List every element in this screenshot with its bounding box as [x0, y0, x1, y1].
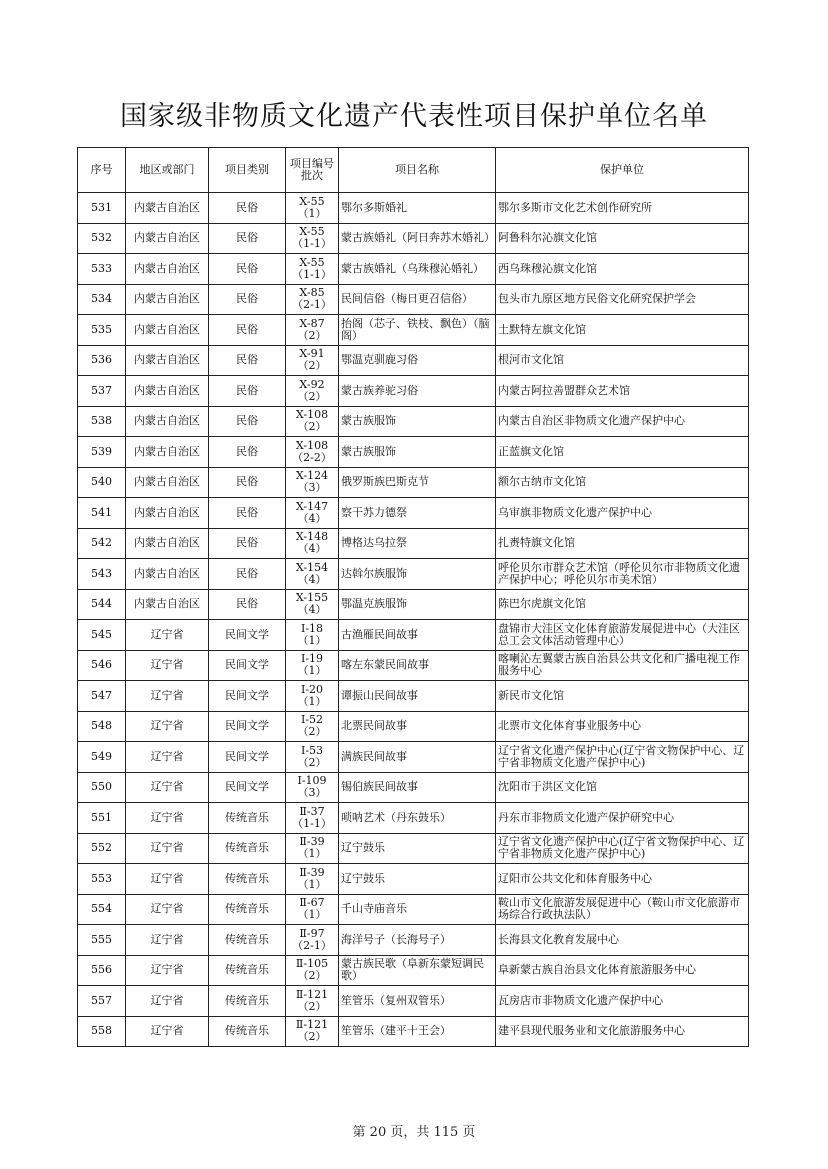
cell-protection-unit: 呼伦贝尔市群众艺术馆（呼伦贝尔市非物质文化遗产保护中心；呼伦贝尔市美术馆） — [496, 559, 749, 590]
cell-protection-unit: 新民市文化馆 — [496, 681, 749, 712]
cell-region: 内蒙古自治区 — [126, 559, 209, 590]
table-row — [78, 193, 749, 224]
cell-project-name: 蒙古族婚礼（阿日奔苏木婚礼） — [339, 223, 496, 254]
cell-category: 传统音乐 — [209, 1016, 286, 1047]
cell-protection-unit: 喀喇沁左翼蒙古族自治县公共文化和广播电视工作服务中心 — [496, 650, 749, 681]
table-row — [78, 223, 749, 254]
cell-protection-unit: 额尔古纳市文化馆 — [496, 467, 749, 498]
cell-protection-unit: 建平县现代服务业和文化旅游服务中心 — [496, 1016, 749, 1047]
cell-category: 民俗 — [209, 498, 286, 529]
header-code: 项目编号批次 — [286, 148, 339, 193]
header-category: 项目类别 — [209, 148, 286, 193]
cell-project-name: 辽宁鼓乐 — [339, 864, 496, 895]
cell-no: 532 — [78, 223, 126, 254]
cell-code: Ⅱ-39 （1） — [286, 833, 339, 864]
page-title: 国家级非物质文化遗产代表性项目保护单位名单 — [120, 101, 708, 132]
cell-code: Ⅱ-97 （2-1） — [286, 925, 339, 956]
table-row — [78, 650, 749, 681]
table-row — [78, 467, 749, 498]
cell-code: Ⅱ-121 （2） — [286, 986, 339, 1017]
cell-no: 534 — [78, 284, 126, 315]
cell-project-name: 海洋号子（长海号子） — [339, 925, 496, 956]
cell-region: 内蒙古自治区 — [126, 315, 209, 346]
cell-code: X-87 （2） — [286, 315, 339, 346]
cell-category: 民俗 — [209, 345, 286, 376]
cell-project-name: 古渔雁民间故事 — [339, 620, 496, 651]
cell-no: 558 — [78, 1016, 126, 1047]
cell-protection-unit: 长海县文化教育发展中心 — [496, 925, 749, 956]
cell-region: 辽宁省 — [126, 772, 209, 803]
table-row — [78, 345, 749, 376]
cell-project-name: 蒙古族养驼习俗 — [339, 376, 496, 407]
header-unit: 保护单位 — [496, 148, 749, 193]
cell-region: 内蒙古自治区 — [126, 528, 209, 559]
cell-region: 辽宁省 — [126, 620, 209, 651]
cell-code: X-91 （2） — [286, 345, 339, 376]
cell-code: X-55 （1） — [286, 193, 339, 224]
cell-no: 539 — [78, 437, 126, 468]
cell-category: 传统音乐 — [209, 986, 286, 1017]
cell-project-name: 北票民间故事 — [339, 711, 496, 742]
cell-project-name: 鄂温克驯鹿习俗 — [339, 345, 496, 376]
table-row — [78, 742, 749, 773]
cell-protection-unit: 扎赉特旗文化馆 — [496, 528, 749, 559]
table-row — [78, 589, 749, 620]
cell-region: 辽宁省 — [126, 864, 209, 895]
cell-protection-unit: 正蓝旗文化馆 — [496, 437, 749, 468]
table-row — [78, 1016, 749, 1047]
cell-region: 辽宁省 — [126, 681, 209, 712]
cell-category: 民俗 — [209, 406, 286, 437]
cell-region: 内蒙古自治区 — [126, 467, 209, 498]
cell-code: X-147 （4） — [286, 498, 339, 529]
table-row — [78, 620, 749, 651]
cell-protection-unit: 辽宁省文化遗产保护中心(辽宁省文物保护中心、辽宁省非物质文化遗产保护中心) — [496, 742, 749, 773]
cell-project-name: 锡伯族民间故事 — [339, 772, 496, 803]
cell-region: 内蒙古自治区 — [126, 193, 209, 224]
cell-protection-unit: 辽宁省文化遗产保护中心(辽宁省文物保护中心、辽宁省非物质文化遗产保护中心) — [496, 833, 749, 864]
cell-protection-unit: 阿鲁科尔沁旗文化馆 — [496, 223, 749, 254]
table-header-row — [78, 148, 749, 193]
table-row — [78, 986, 749, 1017]
cell-no: 557 — [78, 986, 126, 1017]
cell-region: 辽宁省 — [126, 894, 209, 925]
cell-no: 550 — [78, 772, 126, 803]
cell-no: 545 — [78, 620, 126, 651]
cell-project-name: 民间信俗（梅日更召信俗） — [339, 284, 496, 315]
cell-protection-unit: 陈巴尔虎旗文化馆 — [496, 589, 749, 620]
table-row — [78, 925, 749, 956]
cell-project-name: 满族民间故事 — [339, 742, 496, 773]
cell-code: Ⅱ-37 （1-1） — [286, 803, 339, 834]
cell-protection-unit: 土默特左旗文化馆 — [496, 315, 749, 346]
table-row — [78, 803, 749, 834]
table-row — [78, 955, 749, 986]
cell-protection-unit: 鞍山市文化旅游发展促进中心（鞍山市文化旅游市场综合行政执法队） — [496, 894, 749, 925]
cell-protection-unit: 西乌珠穆沁旗文化馆 — [496, 254, 749, 285]
cell-protection-unit: 盘锦市大洼区文化体育旅游发展促进中心（大洼区总工会文体活动管理中心） — [496, 620, 749, 651]
cell-category: 传统音乐 — [209, 894, 286, 925]
cell-project-name: 笙管乐（建平十王会） — [339, 1016, 496, 1047]
cell-project-name: 蒙古族服饰 — [339, 437, 496, 468]
cell-code: Ⅱ-67 （1） — [286, 894, 339, 925]
cell-no: 549 — [78, 742, 126, 773]
header-name: 项目名称 — [339, 148, 496, 193]
cell-category: 民俗 — [209, 467, 286, 498]
cell-no: 543 — [78, 559, 126, 590]
table-row — [78, 437, 749, 468]
table-row — [78, 559, 749, 590]
cell-protection-unit: 乌审旗非物质文化遗产保护中心 — [496, 498, 749, 529]
cell-project-name: 蒙古族民歌（阜新东蒙短调民歌） — [339, 955, 496, 986]
cell-category: 民俗 — [209, 376, 286, 407]
cell-no: 544 — [78, 589, 126, 620]
cell-code: Ⅰ-20 （1） — [286, 681, 339, 712]
cell-no: 553 — [78, 864, 126, 895]
cell-code: Ⅰ-18 （1） — [286, 620, 339, 651]
cell-region: 辽宁省 — [126, 742, 209, 773]
cell-code: X-124 （3） — [286, 467, 339, 498]
cell-no: 536 — [78, 345, 126, 376]
cell-region: 内蒙古自治区 — [126, 376, 209, 407]
cell-category: 民俗 — [209, 437, 286, 468]
table-row — [78, 315, 749, 346]
header-region: 地区或部门 — [126, 148, 209, 193]
table-row — [78, 528, 749, 559]
cell-no: 548 — [78, 711, 126, 742]
cell-project-name: 蒙古族婚礼（乌珠穆沁婚礼） — [339, 254, 496, 285]
table-row — [78, 254, 749, 285]
table-row — [78, 711, 749, 742]
cell-protection-unit: 内蒙古自治区非物质文化遗产保护中心 — [496, 406, 749, 437]
table-row — [78, 498, 749, 529]
cell-project-name: 博格达乌拉祭 — [339, 528, 496, 559]
cell-no: 551 — [78, 803, 126, 834]
cell-protection-unit: 包头市九原区地方民俗文化研究保护学会 — [496, 284, 749, 315]
cell-protection-unit: 瓦房店市非物质文化遗产保护中心 — [496, 986, 749, 1017]
cell-region: 内蒙古自治区 — [126, 284, 209, 315]
cell-protection-unit: 丹东市非物质文化遗产保护研究中心 — [496, 803, 749, 834]
table-row — [78, 833, 749, 864]
cell-category: 传统音乐 — [209, 833, 286, 864]
cell-category: 民俗 — [209, 589, 286, 620]
cell-code: Ⅰ-19 （1） — [286, 650, 339, 681]
cell-no: 554 — [78, 894, 126, 925]
cell-code: Ⅰ-109 （3） — [286, 772, 339, 803]
cell-no: 535 — [78, 315, 126, 346]
cell-project-name: 谭振山民间故事 — [339, 681, 496, 712]
cell-no: 542 — [78, 528, 126, 559]
cell-region: 内蒙古自治区 — [126, 254, 209, 285]
cell-category: 民俗 — [209, 223, 286, 254]
cell-region: 内蒙古自治区 — [126, 589, 209, 620]
cell-project-name: 俄罗斯族巴斯克节 — [339, 467, 496, 498]
cell-protection-unit: 根河市文化馆 — [496, 345, 749, 376]
cell-project-name: 辽宁鼓乐 — [339, 833, 496, 864]
cell-region: 内蒙古自治区 — [126, 498, 209, 529]
cell-no: 556 — [78, 955, 126, 986]
cell-project-name: 抬阁（芯子、铁枝、飘色）（脑阁） — [339, 315, 496, 346]
cell-no: 537 — [78, 376, 126, 407]
cell-protection-unit: 辽阳市公共文化和体育服务中心 — [496, 864, 749, 895]
cell-project-name: 察干苏力德祭 — [339, 498, 496, 529]
cell-category: 传统音乐 — [209, 803, 286, 834]
cell-protection-unit: 内蒙古阿拉善盟群众艺术馆 — [496, 376, 749, 407]
cell-code: X-154 （4） — [286, 559, 339, 590]
cell-region: 辽宁省 — [126, 650, 209, 681]
cell-category: 民间文学 — [209, 772, 286, 803]
cell-code: X-55 （1-1） — [286, 223, 339, 254]
cell-category: 民间文学 — [209, 681, 286, 712]
cell-no: 546 — [78, 650, 126, 681]
cell-category: 民间文学 — [209, 711, 286, 742]
table-row — [78, 376, 749, 407]
cell-project-name: 达斡尔族服饰 — [339, 559, 496, 590]
table-row — [78, 681, 749, 712]
cell-code: X-108 （2） — [286, 406, 339, 437]
cell-code: X-85 （2-1） — [286, 284, 339, 315]
cell-code: X-108 （2-2） — [286, 437, 339, 468]
cell-protection-unit: 阜新蒙古族自治县文化体育旅游服务中心 — [496, 955, 749, 986]
cell-project-name: 千山寺庙音乐 — [339, 894, 496, 925]
cell-region: 辽宁省 — [126, 986, 209, 1017]
cell-category: 民俗 — [209, 284, 286, 315]
cell-region: 辽宁省 — [126, 1016, 209, 1047]
cell-code: Ⅱ-121 （2） — [286, 1016, 339, 1047]
cell-code: X-155 （4） — [286, 589, 339, 620]
cell-no: 547 — [78, 681, 126, 712]
cell-project-name: 鄂尔多斯婚礼 — [339, 193, 496, 224]
cell-protection-unit: 沈阳市于洪区文化馆 — [496, 772, 749, 803]
cell-project-name: 喀左东蒙民间故事 — [339, 650, 496, 681]
cell-code: Ⅰ-53 （2） — [286, 742, 339, 773]
cell-project-name: 唢呐艺术（丹东鼓乐） — [339, 803, 496, 834]
cell-project-name: 蒙古族服饰 — [339, 406, 496, 437]
cell-no: 533 — [78, 254, 126, 285]
cell-region: 辽宁省 — [126, 955, 209, 986]
cell-region: 内蒙古自治区 — [126, 345, 209, 376]
cell-no: 552 — [78, 833, 126, 864]
cell-no: 540 — [78, 467, 126, 498]
cell-region: 内蒙古自治区 — [126, 223, 209, 254]
cell-region: 辽宁省 — [126, 833, 209, 864]
page-number: 第 20 页，共 115 页 — [352, 1125, 476, 1140]
cell-category: 民俗 — [209, 559, 286, 590]
cell-region: 辽宁省 — [126, 711, 209, 742]
cell-code: X-55 （1-1） — [286, 254, 339, 285]
cell-category: 传统音乐 — [209, 925, 286, 956]
table-row — [78, 864, 749, 895]
cell-category: 民间文学 — [209, 742, 286, 773]
cell-region: 辽宁省 — [126, 925, 209, 956]
cell-category: 民俗 — [209, 528, 286, 559]
cell-category: 民俗 — [209, 193, 286, 224]
table-row — [78, 284, 749, 315]
cell-no: 538 — [78, 406, 126, 437]
cell-project-name: 鄂温克族服饰 — [339, 589, 496, 620]
cell-no: 541 — [78, 498, 126, 529]
cell-category: 民间文学 — [209, 620, 286, 651]
table-row — [78, 894, 749, 925]
cell-region: 辽宁省 — [126, 803, 209, 834]
cell-code: Ⅱ-105 （2） — [286, 955, 339, 986]
cell-code: Ⅱ-39 （1） — [286, 864, 339, 895]
cell-region: 内蒙古自治区 — [126, 437, 209, 468]
cell-no: 531 — [78, 193, 126, 224]
cell-region: 内蒙古自治区 — [126, 406, 209, 437]
cell-code: Ⅰ-52 （2） — [286, 711, 339, 742]
cell-protection-unit: 鄂尔多斯市文化艺术创作研究所 — [496, 193, 749, 224]
cell-category: 民间文学 — [209, 650, 286, 681]
table-row — [78, 772, 749, 803]
cell-protection-unit: 北票市文化体育事业服务中心 — [496, 711, 749, 742]
cell-category: 传统音乐 — [209, 864, 286, 895]
heritage-protection-table — [77, 147, 749, 1047]
cell-no: 555 — [78, 925, 126, 956]
cell-category: 民俗 — [209, 315, 286, 346]
cell-category: 民俗 — [209, 254, 286, 285]
table-row — [78, 406, 749, 437]
header-no: 序号 — [78, 148, 126, 193]
cell-category: 传统音乐 — [209, 955, 286, 986]
cell-code: X-92 （2） — [286, 376, 339, 407]
cell-code: X-148 （4） — [286, 528, 339, 559]
cell-project-name: 笙管乐（复州双管乐） — [339, 986, 496, 1017]
